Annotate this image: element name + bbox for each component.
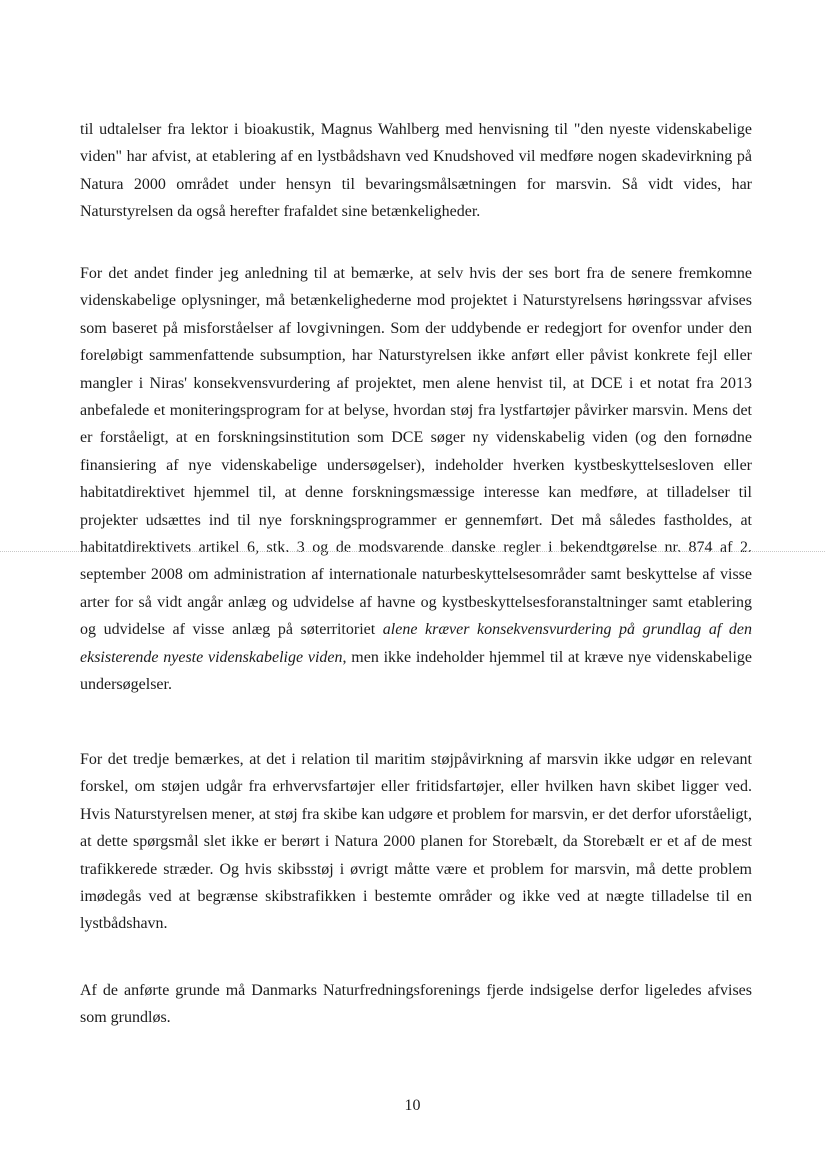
scan-artifact-line — [0, 551, 825, 552]
paragraph-2-text-end: , men ikke indeholder hjemmel til at kræve nye videnskabelige undersøgelser. — [80, 648, 752, 694]
paragraph-1: til udtalelser fra lektor i bioakustik, Magnus Wahlberg med henvisning til "den nyeste videnskabelige viden" har afvist, at etablering af en lystbådshavn ved Knudshoved vil medføre nogen skadevirkning på Natura 2000 området under hensyn til bevaringsmålsætningen for marsvin. Så vidt vides, har Naturstyrelsen da også herefter frafaldet sine betænkeligheder. — [80, 121, 752, 221]
paragraph-2 — [80, 260, 752, 699]
paragraph-2-text: For det andet finder jeg anledning til at bemærke, at selv hvis der ses bort fra de senere fremkomne videnskabelige oplysninger, må betænkelighederne mod projektet i Naturstyrelsens høringssvar afvises som baseret på misforståelser af lovgivningen. Som der uddybende er redegjort for ovenfor under den foreløbigt sammenfattende subsumption, har Naturstyrelsen ikke anført eller påvist konkrete fejl eller mangler i Niras' konsekvensvurdering af projektet, men alene henvist til, at DCE i et notat fra 2013 anbefalede et moniteringsprogram for at belyse, hvordan støj fra lystfartøjer påvirker marsvin. Mens det er forståeligt, at en forskningsinstitution som DCE søger ny videnskabelig viden (og den fornødne finansiering af nye videnskabelige undersøgelser), indeholder hverken kystbeskyttelsesloven eller habitatdirektivet hjemmel til, at denne forskningsmæssige interesse kan medføre, at tilladelser til projekter udsættes ind til nye forskningsprogrammer er gennemført. Det må således fastholdes, at habitatdirektivets artikel 6, stk. 3 og de modsvarende danske regler i bekendtgørelse nr. 874 af 2. september 2008 om administration af internationale naturbeskyttelsesområder samt beskyttelse af visse arter for så vidt angår anlæg og udvidelse af havne og kystbeskyttelsesforanstaltninger samt etablering og udvidelse af visse anlæg på søterritoriet — [80, 265, 752, 639]
paragraph-2-italic-text: alene kræver konsekvensvurdering på grundlag af den eksisterende nyeste videnskabelige viden — [80, 621, 752, 666]
paragraph-4: Af de anførte grunde må Danmarks Naturfredningsforenings fjerde indsigelse derfor ligeledes afvises som grundløs. — [80, 982, 752, 1027]
paragraph-3: For det tredje bemærkes, at det i relation til maritim støjpåvirkning af marsvin ikke udgør en relevant forskel, om støjen udgår fra erhvervsfartøjer eller fritidsfartøjer, eller hvilken havn skibet ligger ved. Hvis Naturstyrelsen mener, at støj fra skibe kan udgøre et problem for marsvin, er det derfor uforståeligt, at dette spørgsmål slet ikke er berørt i Natura 2000 planen for Storebælt, da Storebælt er et af de mest trafikkerede stræder. Og hvis skibsstøj i øvrigt måtte være et problem for marsvin, må dette problem imødegås ved at begrænse skibstrafikken i bestemte områder og ikke ved at nægte tilladelse til en lystbådshavn. — [80, 751, 752, 933]
page-number: 10 — [404, 1097, 421, 1114]
